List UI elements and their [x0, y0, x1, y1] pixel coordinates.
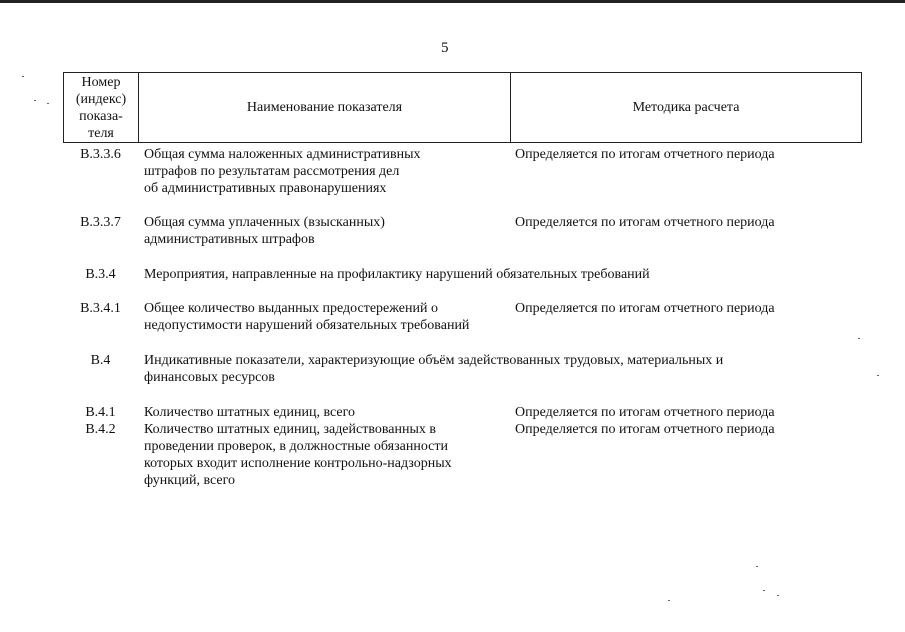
page-number: 5	[441, 40, 449, 56]
header-number-line: (индекс)	[75, 91, 127, 107]
row-name-line: функций, всего	[144, 473, 236, 488]
scan-speck	[22, 76, 24, 77]
row-method: Определяется по итогам отчетного периода	[515, 147, 775, 162]
row-method: Определяется по итогам отчетного периода	[515, 422, 775, 437]
scan-speck	[777, 595, 779, 596]
row-name-line: штрафов по результатам рассмотрения дел	[144, 164, 400, 179]
row-name-line: недопустимости нарушений обязательных требований	[144, 318, 470, 333]
row-name-line: Мероприятия, направленные на профилактику нарушений обязательных требований	[144, 267, 650, 282]
row-name-line: которых входит исполнение контрольно-надзорных	[144, 456, 452, 471]
header-number-column	[64, 73, 139, 142]
scan-speck	[877, 375, 879, 376]
row-number: В.4.1	[85, 405, 116, 420]
row-number: В.4	[90, 353, 111, 368]
row-name-line: Общее количество выданных предостережений о	[144, 301, 438, 316]
row-name	[144, 266, 804, 283]
row-method: Определяется по итогам отчетного периода	[515, 215, 775, 230]
header-number-line: теля	[88, 125, 114, 141]
row-name-line: Общая сумма уплаченных (взысканных)	[144, 215, 385, 230]
scan-speck	[763, 590, 765, 591]
table-header	[63, 72, 862, 143]
row-name-line: об административных правонарушениях	[144, 181, 387, 196]
row-number: В.3.3.7	[80, 215, 121, 230]
row-method: Определяется по итогам отчетного периода	[515, 405, 775, 420]
header-method-column: Методика расчета	[632, 100, 740, 115]
scan-speck	[756, 566, 758, 567]
row-number: В.3.3.6	[80, 147, 121, 162]
row-name	[144, 214, 514, 248]
row-name-line: административных штрафов	[144, 232, 315, 247]
row-name	[144, 300, 514, 334]
scan-speck	[668, 600, 670, 601]
row-name	[144, 404, 514, 421]
page-top-border	[0, 0, 905, 3]
scan-speck	[47, 103, 49, 104]
scan-speck	[34, 100, 36, 101]
row-name	[144, 146, 514, 197]
row-number: В.3.4	[85, 267, 116, 282]
row-number: В.3.4.1	[80, 301, 121, 316]
header-number-line: Номер	[81, 74, 121, 90]
scan-speck	[858, 338, 860, 339]
row-name-line: финансовых ресурсов	[144, 370, 275, 385]
row-method: Определяется по итогам отчетного периода	[515, 301, 775, 316]
row-name-line: проведении проверок, в должностные обязанности	[144, 439, 449, 454]
row-name-line: Общая сумма наложенных административных	[144, 147, 421, 162]
header-name-column: Наименование показателя	[139, 73, 511, 142]
row-number: В.4.2	[85, 422, 116, 437]
row-name	[144, 352, 804, 386]
row-name-line: Количество штатных единиц, задействованных в	[144, 422, 437, 437]
row-name-line: Индикативные показатели, характеризующие объём задействованных трудовых, материальных и	[144, 353, 724, 368]
row-name	[144, 421, 514, 489]
row-name-line: Количество штатных единиц, всего	[144, 405, 355, 420]
header-number-line: показа-	[79, 108, 123, 124]
